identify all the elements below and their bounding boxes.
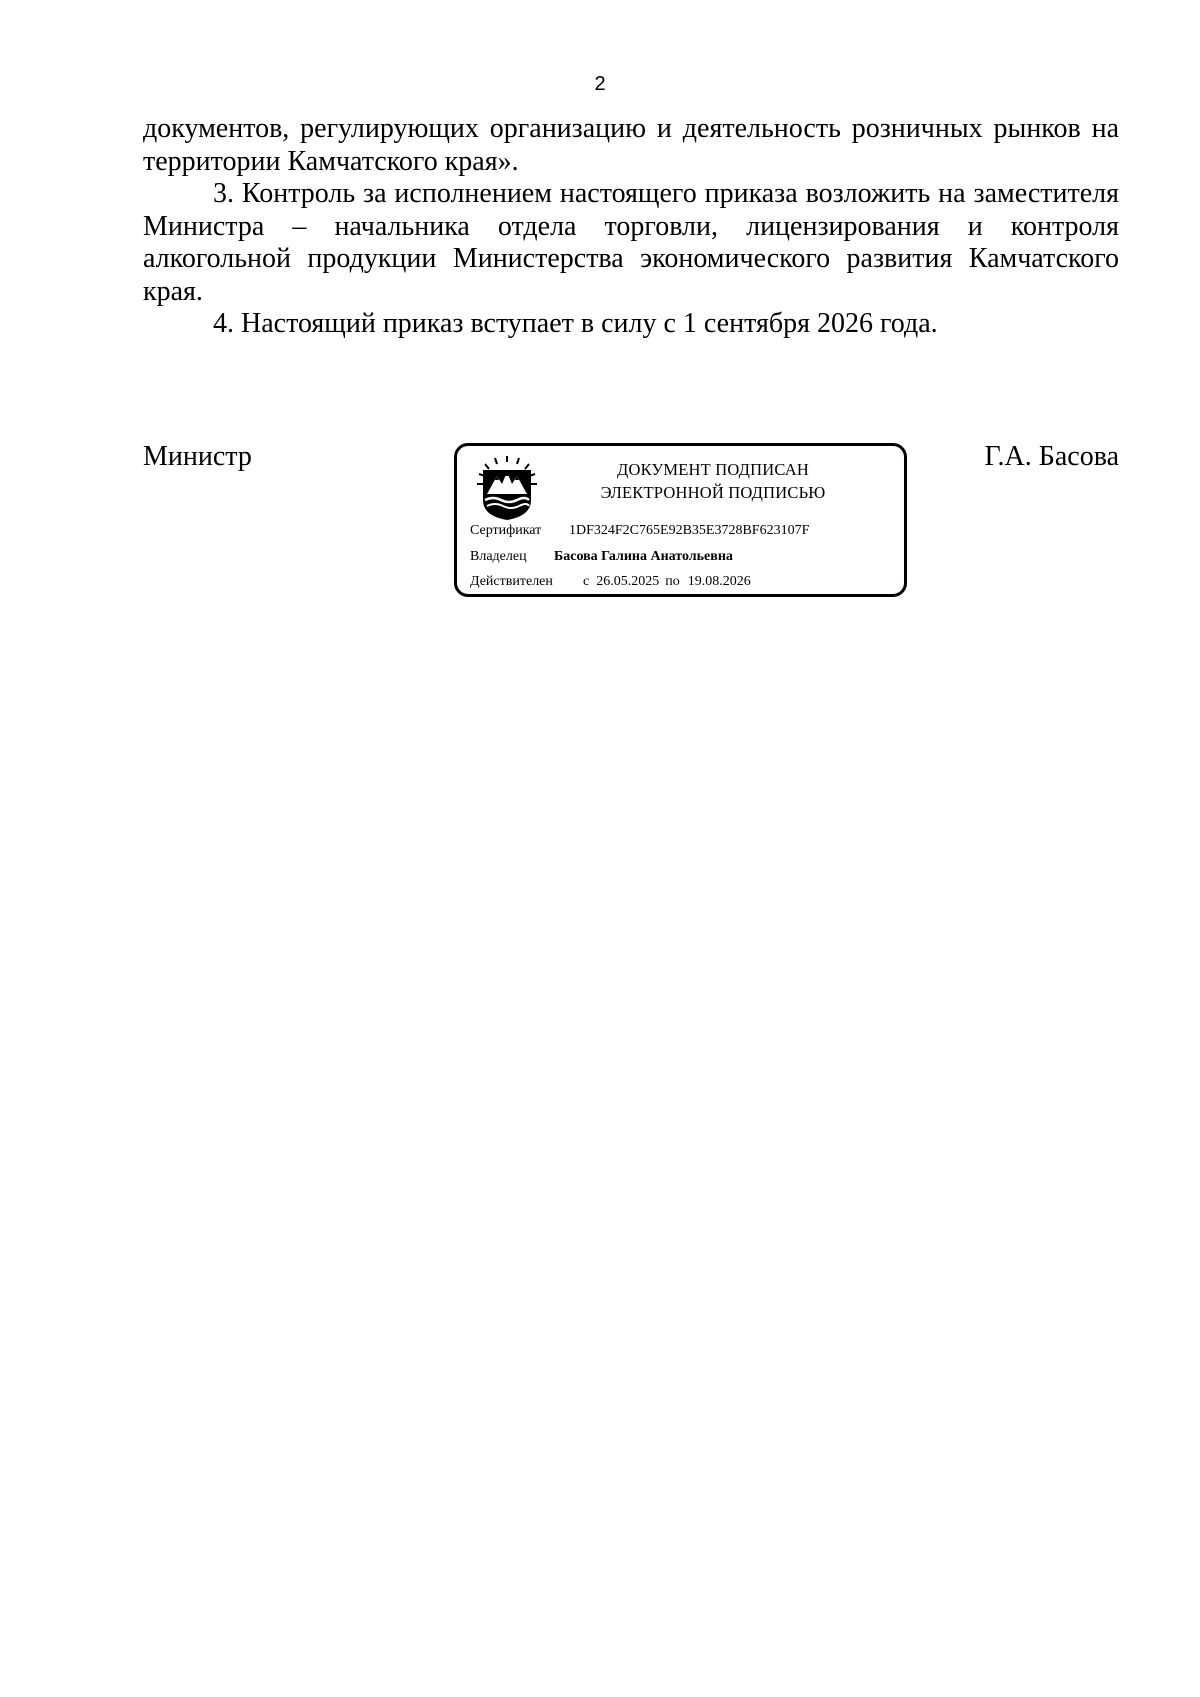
stamp-title-line2: ЭЛЕКТРОННОЙ ПОДПИСЬЮ — [600, 483, 826, 502]
paragraph-3: 3. Контроль за исполнением настоящего приказа возложить на заместителя Министра – начальника отдела торговли, лицензирования и контроля алкогольной продукции Министерства экономического развития Камчатского края. — [143, 178, 1119, 307]
page-number: 2 — [594, 73, 606, 95]
valid-to-date: 19.08.2026 — [687, 574, 751, 589]
stamp-title — [553, 458, 873, 504]
document-body — [143, 113, 1119, 341]
stamp-owner-row — [470, 548, 733, 566]
signatory-role: Министр — [143, 441, 252, 472]
paragraph-4: 4. Настоящий приказ вступает в силу с 1 сентября 2026 года. — [213, 308, 938, 339]
stamp-validity-row — [470, 573, 751, 591]
certificate-value: 1DF324F2C765E92B35E3728BF623107F — [569, 523, 810, 538]
kamchatka-coat-of-arms-icon — [471, 454, 543, 522]
electronic-signature-stamp — [454, 443, 907, 597]
stamp-title-line1: ДОКУМЕНТ ПОДПИСАН — [617, 460, 809, 479]
validity-label: Действителен — [470, 574, 553, 589]
stamp-certificate-row — [470, 522, 809, 540]
owner-value: Басова Галина Анатольевна — [554, 549, 733, 564]
signatory-name: Г.А. Басова — [984, 441, 1119, 472]
paragraph-continuation: документов, регулирующих организацию и деятельность розничных рынков на территории Камчатского края». — [143, 113, 1119, 177]
valid-to-prefix: по — [665, 574, 680, 589]
valid-from-date: 26.05.2025 — [596, 574, 660, 589]
valid-from-prefix: с — [583, 574, 590, 589]
certificate-label: Сертификат — [470, 523, 542, 538]
owner-label: Владелец — [470, 549, 527, 564]
